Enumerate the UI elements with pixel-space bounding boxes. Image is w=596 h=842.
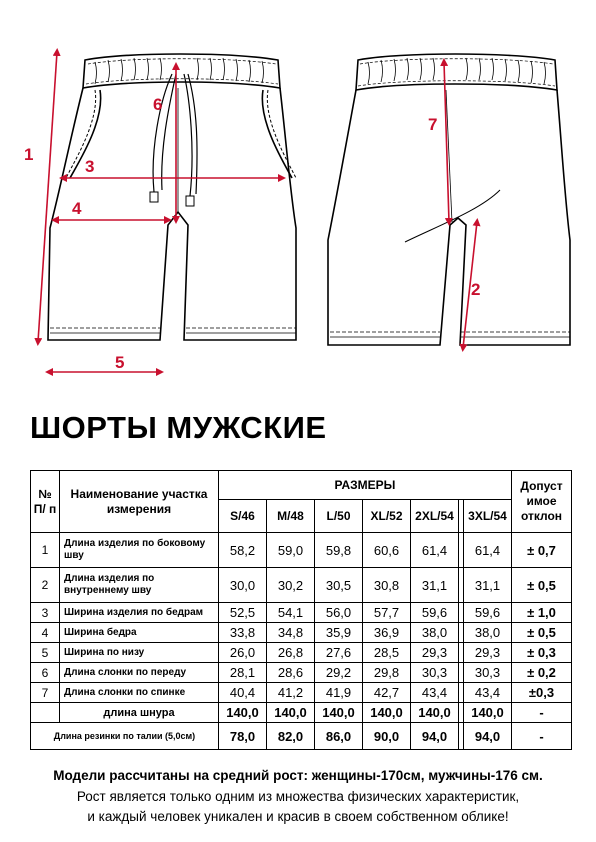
table-row-cord: длина шнура 140,0 140,0 140,0 140,0 140,0 140,0 - bbox=[31, 703, 572, 723]
size-l: L/50 bbox=[315, 500, 363, 533]
footer-line-2: Рост является только одним из множества физических характеристик, bbox=[76, 789, 520, 804]
label-4: 4 bbox=[72, 199, 82, 218]
table-row: 5 Ширина по низу 26,0 26,8 27,6 28,5 29,3 29,3 ± 0,3 bbox=[31, 643, 572, 663]
size-table bbox=[30, 470, 572, 750]
shorts-technical-drawing bbox=[0, 0, 596, 400]
front-view bbox=[48, 54, 296, 340]
table-row-elastic: Длина резинки по талии (5,0см) 78,0 82,0 86,0 90,0 94,0 94,0 - bbox=[31, 723, 572, 750]
size-m: M/48 bbox=[267, 500, 315, 533]
table-row: 2 Длина изделия по внутреннему шву 30,0 30,2 30,5 30,8 31,1 31,1 ± 0,5 bbox=[31, 568, 572, 603]
label-2: 2 bbox=[471, 280, 481, 299]
label-7: 7 bbox=[428, 115, 438, 134]
header-tolerance: Допуст имое отклон bbox=[512, 471, 572, 533]
header-number: № П/ п bbox=[31, 471, 60, 533]
measurement-labels bbox=[24, 95, 480, 372]
size-s: S/46 bbox=[219, 500, 267, 533]
front-body-outline bbox=[48, 88, 296, 340]
footer-line-1: Модели рассчитаны на средний рост: женщины-170см, мужчины-176 см. bbox=[53, 768, 543, 783]
label-3: 3 bbox=[85, 157, 95, 176]
header-sizes: РАЗМЕРЫ bbox=[219, 471, 512, 500]
table-row: 7 Длина слонки по спинке 40,4 41,2 41,9 42,7 43,4 43,4 ±0,3 bbox=[31, 683, 572, 703]
table-row: 6 Длина слонки по переду 28,1 28,6 29,2 29,8 30,3 30,3 ± 0,2 bbox=[31, 663, 572, 683]
header-name: Наименование участка измерения bbox=[60, 471, 219, 533]
page-title: ШОРТЫ МУЖСКИЕ bbox=[30, 410, 327, 445]
size-xl: XL/52 bbox=[363, 500, 411, 533]
label-5: 5 bbox=[115, 353, 125, 372]
arrow-1 bbox=[38, 52, 57, 342]
footer-line-3: и каждый человек уникален и красив в своем собственном облике! bbox=[87, 809, 509, 824]
table-row: 1 Длина изделия по боковому шву 58,2 59,0 59,8 60,6 61,4 61,4 ± 0,7 bbox=[31, 533, 572, 568]
label-6: 6 bbox=[153, 95, 163, 114]
table-row: 3 Ширина изделия по бедрам 52,5 54,1 56,0 57,7 59,6 59,6 ± 1,0 bbox=[31, 603, 572, 623]
size-2xl: 2XL/54 bbox=[411, 500, 459, 533]
back-waistband bbox=[356, 54, 557, 90]
size-3xl: 3XL/54 bbox=[464, 500, 512, 533]
measurement-arrows bbox=[38, 52, 477, 372]
label-1: 1 bbox=[24, 145, 34, 164]
table-row: 4 Ширина бедра 33,8 34,8 35,9 36,9 38,0 38,0 ± 0,5 bbox=[31, 623, 572, 643]
